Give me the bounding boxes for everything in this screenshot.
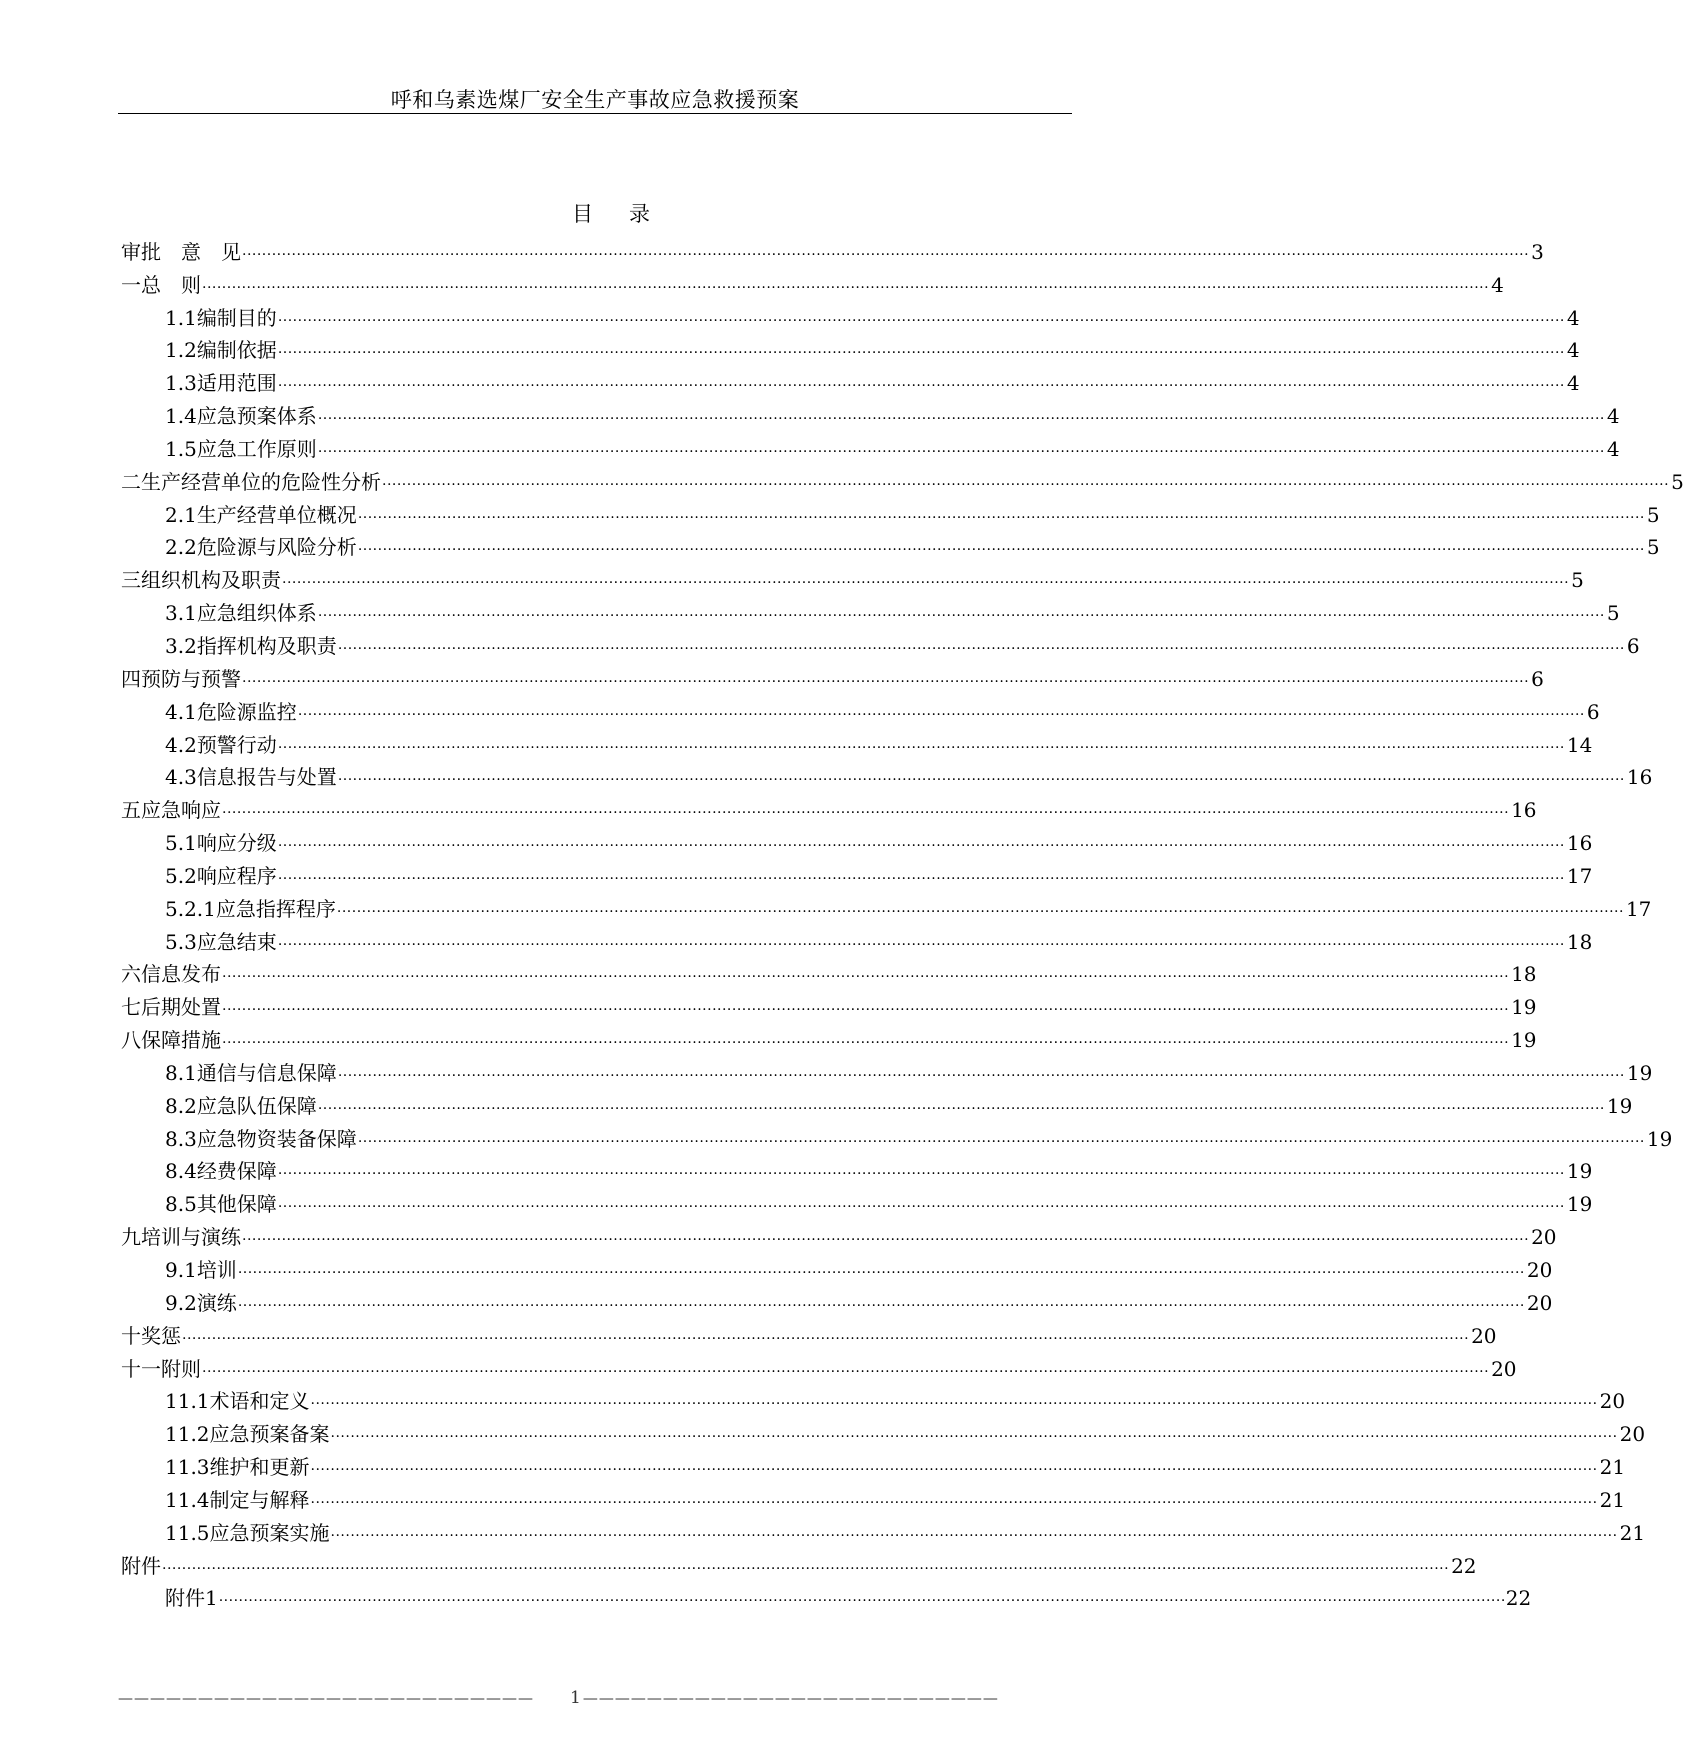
toc-entry-number: 三 (121, 568, 141, 593)
toc-leader-dots: .................................................................................................................................................................................................................................................................... (242, 242, 1530, 259)
toc-entry[interactable] (121, 787, 1537, 823)
toc-entry-number: 11.2 (165, 1422, 210, 1447)
toc-entry-title: 指挥机构及职责 (196, 633, 337, 658)
toc-entry-number: 二 (121, 469, 141, 494)
toc-leader-dots: .................................................................................................................................................................................................................................................................... (310, 1490, 1598, 1507)
toc-entry[interactable] (121, 328, 1580, 363)
toc-entry-page: 19 (1511, 995, 1537, 1020)
toc-leader-dots: .................................................................................................................................................................................................................................................................... (317, 604, 1605, 621)
toc-entry-number: 5.1 (165, 831, 197, 856)
toc-entry[interactable] (121, 1510, 1646, 1545)
toc-entry-number: 5.2.1 (165, 896, 216, 921)
toc-entry-page: 20 (1531, 1225, 1557, 1250)
toc-entry-page: 21 (1599, 1487, 1626, 1512)
toc-entry[interactable] (121, 853, 1593, 888)
page-number: 1 (570, 1688, 581, 1708)
toc-entry[interactable] (121, 886, 1652, 921)
toc-entry[interactable] (121, 1411, 1646, 1447)
toc-entry-page: 20 (1619, 1422, 1646, 1447)
toc-entry-number: 11.5 (165, 1520, 210, 1545)
toc-entry-page: 4 (1606, 436, 1620, 461)
toc-entry-page: 20 (1599, 1389, 1626, 1414)
toc-entry-number: 3.2 (165, 633, 197, 658)
toc-entry-title: 奖惩 (141, 1323, 181, 1348)
toc-entry-title: 应急预案体系 (196, 404, 317, 429)
toc-entry[interactable] (121, 1280, 1553, 1315)
toc-entry-number: 4.1 (165, 699, 197, 724)
toc-entry-title: 生产经营单位概况 (196, 502, 357, 527)
toc-leader-dots: .................................................................................................................................................................................................................................................................... (277, 932, 1565, 949)
toc-entry-number: 1.5 (165, 436, 197, 461)
toc-entry[interactable] (121, 1543, 1477, 1578)
toc-entry-page: 22 (1451, 1553, 1477, 1578)
toc-entry-title: 响应分级 (196, 831, 277, 856)
toc-entry[interactable] (121, 1149, 1593, 1184)
toc-entry-number: 1.4 (165, 404, 197, 429)
toc-entry-number: 十一 (121, 1356, 161, 1381)
toc-entry-title: 危险源与风险分析 (196, 535, 357, 560)
toc-entry-number: 1.3 (165, 371, 197, 396)
toc-entry-page: 19 (1511, 1028, 1537, 1053)
toc-entry[interactable] (121, 820, 1593, 856)
toc-entry-page: 16 (1626, 765, 1653, 790)
toc-entry-title: 后期处置 (141, 995, 221, 1020)
toc-leader-dots: .................................................................................................................................................................................................................................................................... (222, 801, 1510, 818)
toc-leader-dots: .................................................................................................................................................................................................................................................................... (310, 1458, 1598, 1475)
toc-entry-page: 5 (1646, 535, 1660, 560)
toc-entry-number: 1.1 (165, 305, 197, 330)
toc-entry[interactable] (121, 1444, 1626, 1480)
toc-title: 目录 (572, 202, 686, 226)
toc-entry-number: 9.2 (165, 1290, 197, 1315)
toc-entry[interactable] (121, 262, 1504, 297)
toc-entry-number: 8.1 (165, 1060, 197, 1085)
toc-leader-dots: .................................................................................................................................................................................................................................................................... (337, 636, 1625, 653)
toc-entry-number: 11.4 (165, 1487, 210, 1512)
toc-entry-title: 编制目的 (196, 305, 277, 330)
toc-entry-number: 8.4 (165, 1159, 197, 1184)
toc-leader-dots: .................................................................................................................................................................................................................................................................... (382, 472, 1670, 489)
toc-leader-dots: .................................................................................................................................................................................................................................................................... (162, 1556, 1450, 1573)
toc-leader-dots: .................................................................................................................................................................................................................................................................... (242, 669, 1530, 686)
toc-entry-title: 维护和更新 (209, 1455, 310, 1480)
toc-entry[interactable] (121, 1083, 1633, 1118)
toc-entry-page: 19 (1606, 1093, 1633, 1118)
toc-entry-title: 培训 (196, 1258, 237, 1282)
toc-entry-title: 附件1 (165, 1586, 218, 1611)
toc-leader-dots: .................................................................................................................................................................................................................................................................... (297, 702, 1585, 719)
toc-entry-number: 4.2 (165, 732, 197, 757)
toc-entry-number: 附 (121, 1553, 141, 1578)
toc-leader-dots: .................................................................................................................................................................................................................................................................... (277, 374, 1565, 391)
toc-entry[interactable] (121, 459, 1684, 494)
toc-entry-title: 术语和定义 (209, 1389, 310, 1414)
toc-entry[interactable] (121, 525, 1660, 560)
toc-leader-dots: .................................................................................................................................................................................................................................................................... (277, 735, 1565, 752)
toc-entry[interactable] (121, 360, 1580, 396)
toc-entry-page: 6 (1531, 666, 1544, 691)
toc-entry-page: 16 (1566, 831, 1593, 856)
toc-entry[interactable] (121, 393, 1620, 429)
toc-leader-dots: .................................................................................................................................................................................................................................................................... (282, 571, 1570, 588)
toc-leader-dots: .................................................................................................................................................................................................................................................................... (336, 899, 1624, 916)
toc-entry[interactable] (121, 557, 1584, 593)
toc-entry-title: 组织机构及职责 (141, 568, 281, 593)
toc-entry-number: 5.3 (165, 929, 197, 954)
running-header: 呼和乌素选煤厂安全生产事故应急救援预案 (390, 88, 800, 112)
toc-entry-page: 19 (1566, 1192, 1593, 1217)
toc-entry[interactable] (121, 229, 1544, 264)
toc-entry-title: 保障措施 (141, 1028, 221, 1053)
toc-leader-dots: .................................................................................................................................................................................................................................................................... (202, 1359, 1490, 1376)
toc-entry-title: 其他保障 (196, 1192, 277, 1217)
toc-entry-number: 1.2 (165, 338, 197, 363)
toc-entry[interactable] (121, 952, 1537, 987)
toc-entry-page: 4 (1566, 305, 1580, 330)
toc-entry-page: 16 (1511, 798, 1537, 823)
toc-leader-dots: .................................................................................................................................................................................................................................................................... (277, 1162, 1565, 1179)
toc-entry-title: 生产经营单位的危险性分析 (141, 469, 381, 494)
toc-entry-number: 11.3 (165, 1455, 210, 1480)
header-rule (118, 113, 1072, 114)
toc-entry-title: 预防与预警 (141, 666, 241, 691)
toc-entry-title: 培训与演练 (141, 1225, 241, 1250)
toc-entry-page: 21 (1619, 1520, 1646, 1545)
toc-leader-dots: .................................................................................................................................................................................................................................................................... (330, 1425, 1618, 1442)
toc-entry-page: 19 (1646, 1126, 1673, 1151)
toc-entry-title: 制定与解释 (209, 1487, 310, 1512)
toc-entry-page: 20 (1526, 1258, 1553, 1282)
toc-entry-title: 信息报告与处置 (196, 765, 337, 790)
toc-entry-title: 经费保障 (196, 1159, 277, 1184)
toc-entry-number: 七 (121, 995, 141, 1020)
toc-entry-title: 应急指挥程序 (215, 896, 336, 921)
toc-entry[interactable] (121, 1379, 1626, 1414)
toc-entry-title: 适用范围 (196, 371, 277, 396)
toc-leader-dots: .................................................................................................................................................................................................................................................................... (237, 1293, 1525, 1310)
toc-entry-title: 预警行动 (196, 732, 277, 757)
toc-entry-number: 2.1 (165, 502, 197, 527)
toc-entry[interactable] (121, 590, 1620, 626)
toc-entry-number: 8.3 (165, 1126, 197, 1151)
toc-entry-page: 17 (1566, 863, 1593, 888)
toc-entry-title: 应急物资装备保障 (196, 1126, 357, 1151)
toc-entry-page: 19 (1626, 1060, 1653, 1085)
toc-entry-page: 4 (1566, 371, 1580, 396)
toc-leader-dots: .................................................................................................................................................................................................................................................................... (337, 1063, 1625, 1080)
toc-entry-number: 8.5 (165, 1192, 197, 1217)
toc-entry[interactable] (121, 295, 1580, 330)
toc-leader-dots: .................................................................................................................................................................................................................................................................... (222, 1031, 1510, 1048)
toc-entry[interactable] (121, 722, 1593, 757)
toc-entry[interactable] (121, 1116, 1673, 1151)
toc-leader-dots: .................................................................................................................................................................................................................................................................... (237, 1261, 1525, 1277)
toc-entry[interactable] (121, 492, 1660, 527)
toc-entry[interactable] (121, 689, 1600, 724)
toc-leader-dots: .................................................................................................................................................................................................................................................................... (182, 1326, 1470, 1343)
toc-entry-number: 六 (121, 962, 141, 987)
toc-entry-page: 5 (1606, 601, 1620, 626)
toc-entry[interactable] (121, 755, 1653, 790)
toc-leader-dots: .................................................................................................................................................................................................................................................................... (218, 1589, 1506, 1606)
toc-leader-dots: .................................................................................................................................................................................................................................................................... (202, 275, 1490, 292)
toc-leader-dots: .................................................................................................................................................................................................................................................................... (242, 1228, 1530, 1245)
toc-entry-number: 八 (121, 1028, 141, 1053)
toc-entry-title: 应急预案备案 (209, 1422, 330, 1447)
toc-entry-number: 审 (121, 239, 141, 264)
toc-entry-title: 总 则 (141, 272, 201, 297)
toc-entry-page: 19 (1566, 1159, 1593, 1184)
toc-entry-number: 8.2 (165, 1093, 197, 1118)
toc-entry-title: 信息发布 (141, 962, 221, 987)
toc-entry-page: 3 (1531, 239, 1544, 264)
toc-entry[interactable] (121, 1576, 1532, 1611)
toc-leader-dots: .................................................................................................................................................................................................................................................................... (277, 308, 1565, 325)
toc-entry-title: 应急队伍保障 (196, 1093, 317, 1118)
toc-entry-page: 18 (1511, 962, 1537, 987)
toc-entry-number: 四 (121, 666, 141, 691)
toc-leader-dots: .................................................................................................................................................................................................................................................................... (337, 768, 1625, 785)
toc-leader-dots: .................................................................................................................................................................................................................................................................... (277, 1195, 1565, 1212)
toc-entry-number: 2.2 (165, 535, 197, 560)
footer-left-rule: —————————————————————————— (118, 1689, 534, 1707)
toc-leader-dots: .................................................................................................................................................................................................................................................................... (222, 998, 1510, 1015)
toc-entry-number: 一 (121, 272, 141, 297)
toc-entry-page: 6 (1626, 633, 1640, 658)
toc-entry-page: 20 (1471, 1323, 1497, 1348)
toc-leader-dots: .................................................................................................................................................................................................................................................................... (357, 505, 1645, 522)
toc-entry[interactable] (121, 984, 1537, 1020)
toc-leader-dots: .................................................................................................................................................................................................................................................................... (317, 407, 1605, 424)
toc-entry-title: 应急预案实施 (209, 1520, 330, 1545)
toc-entry[interactable] (121, 1017, 1537, 1053)
toc-entry-number: 5.2 (165, 863, 197, 888)
toc-entry-title: 演练 (196, 1290, 237, 1315)
toc-entry-number: 9.1 (165, 1258, 197, 1282)
toc-entry[interactable] (121, 1214, 1557, 1250)
toc-leader-dots: .................................................................................................................................................................................................................................................................... (317, 439, 1605, 456)
toc-entry[interactable] (121, 1181, 1593, 1217)
page-footer (118, 1688, 1018, 1708)
toc-entry-page: 5 (1671, 469, 1684, 494)
toc-entry-title: 危险源监控 (196, 699, 297, 724)
toc-entry[interactable] (121, 1313, 1497, 1348)
toc-entry-title: 应急结束 (196, 929, 277, 954)
toc-entry[interactable] (121, 426, 1620, 461)
table-of-contents (121, 229, 1684, 1611)
toc-entry-page: 6 (1586, 699, 1600, 724)
toc-entry-title: 附则 (161, 1356, 201, 1381)
toc-entry-title: 应急组织体系 (196, 601, 317, 626)
toc-entry-title: 响应程序 (196, 863, 277, 888)
toc-entry-title: 通信与信息保障 (196, 1060, 337, 1085)
toc-entry-page: 20 (1526, 1290, 1553, 1315)
toc-entry-page: 14 (1566, 732, 1593, 757)
toc-entry-title: 件 (141, 1553, 161, 1578)
toc-entry-number: 五 (121, 798, 141, 823)
toc-entry-page: 4 (1491, 272, 1504, 297)
footer-right-rule: —————————————————————————— (582, 1689, 999, 1707)
toc-entry-page: 17 (1625, 896, 1652, 921)
toc-entry-number: 3.1 (165, 601, 197, 626)
toc-leader-dots: .................................................................................................................................................................................................................................................................... (310, 1392, 1598, 1409)
toc-leader-dots: .................................................................................................................................................................................................................................................................... (277, 834, 1565, 851)
toc-entry[interactable] (121, 623, 1640, 658)
toc-leader-dots: .................................................................................................................................................................................................................................................................... (222, 965, 1510, 982)
toc-entry-title: 应急响应 (141, 798, 221, 823)
toc-entry-page: 22 (1505, 1586, 1532, 1611)
toc-entry[interactable] (121, 656, 1544, 691)
toc-entry-page: 5 (1646, 502, 1660, 527)
toc-entry-title: 批 意 见 (141, 239, 241, 264)
toc-entry-page: 20 (1491, 1356, 1517, 1381)
toc-leader-dots: .................................................................................................................................................................................................................................................................... (277, 341, 1565, 358)
toc-leader-dots: .................................................................................................................................................................................................................................................................... (330, 1523, 1618, 1540)
toc-entry-page: 21 (1599, 1455, 1626, 1480)
toc-entry[interactable] (121, 1477, 1626, 1512)
toc-entry[interactable] (121, 1050, 1653, 1085)
toc-entry[interactable] (121, 1247, 1553, 1282)
toc-entry-page: 18 (1566, 929, 1593, 954)
toc-leader-dots: .................................................................................................................................................................................................................................................................... (317, 1096, 1605, 1113)
toc-entry-page: 5 (1571, 568, 1584, 593)
toc-entry[interactable] (121, 919, 1593, 954)
toc-entry-number: 4.3 (165, 765, 197, 790)
toc-leader-dots: .................................................................................................................................................................................................................................................................... (357, 1129, 1645, 1146)
toc-entry-number: 11.1 (165, 1389, 210, 1414)
toc-entry[interactable] (121, 1346, 1517, 1381)
toc-entry-page: 4 (1606, 404, 1620, 429)
toc-entry-page: 4 (1566, 338, 1580, 363)
toc-leader-dots: .................................................................................................................................................................................................................................................................... (277, 866, 1565, 883)
toc-entry-title: 编制依据 (196, 338, 277, 363)
toc-leader-dots: .................................................................................................................................................................................................................................................................... (357, 538, 1645, 555)
toc-entry-number: 九 (121, 1225, 141, 1250)
toc-entry-title: 应急工作原则 (196, 436, 317, 461)
toc-entry-number: 十 (121, 1323, 141, 1348)
